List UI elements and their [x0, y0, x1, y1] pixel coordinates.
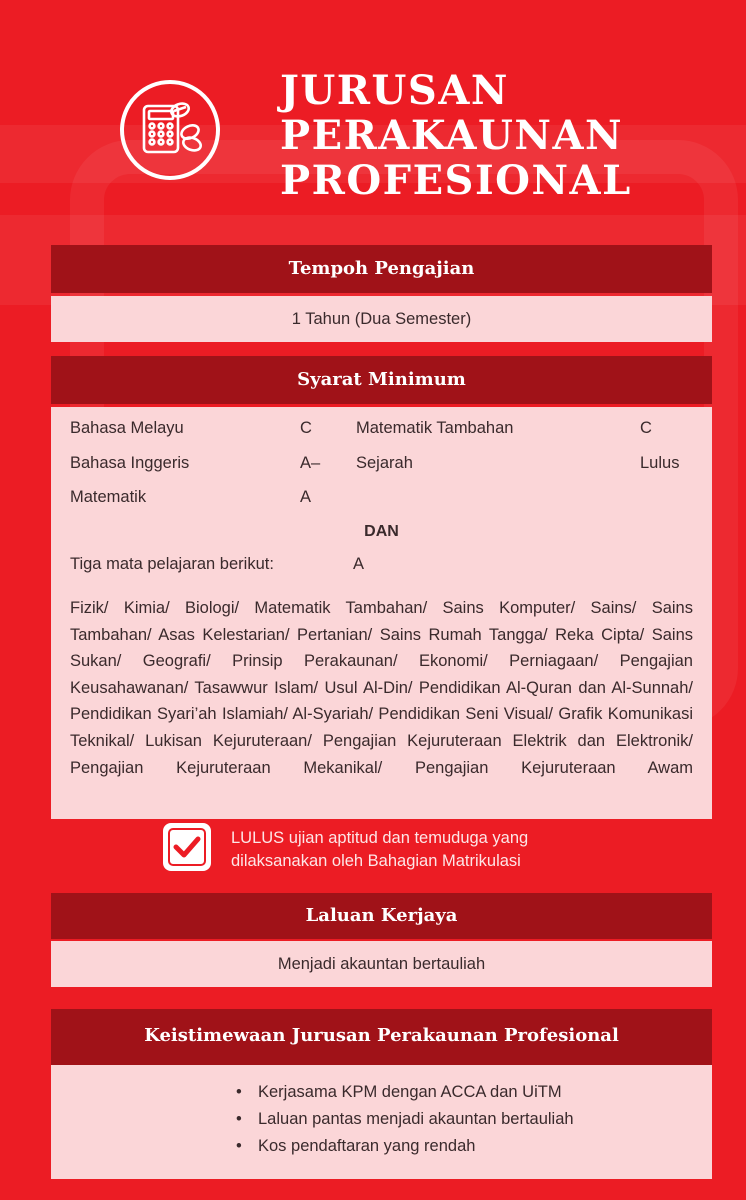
list-item: • Kerjasama KPM dengan ACCA dan UiTM: [236, 1079, 712, 1106]
and-label: DAN: [364, 523, 399, 540]
section-heading: Keistimewaan Jurusan Perakaunan Profesional: [51, 1009, 712, 1065]
subject-name: Matematik: [70, 488, 147, 506]
section-heading: Laluan Kerjaya: [51, 893, 712, 939]
subject-grade: C: [300, 419, 312, 437]
title-line: JURUSAN: [280, 67, 509, 114]
subject-grade: Lulus: [640, 454, 680, 472]
three-subjects-row: [51, 555, 712, 589]
page-header: [120, 68, 680, 208]
section-heading: Syarat Minimum: [51, 356, 712, 404]
benefits-panel: [51, 1065, 712, 1179]
list-item: • Kos pendaftaran yang rendah: [236, 1133, 712, 1160]
section-heading: Tempoh Pengajian: [51, 245, 712, 293]
career-path: Menjadi akauntan bertauliah: [51, 941, 712, 987]
subject-name: Bahasa Inggeris: [70, 454, 190, 472]
requirements-content: [51, 407, 712, 793]
section-keistimewaan: [51, 1009, 712, 1179]
subject-grade: C: [640, 419, 652, 437]
checkbox-checked-icon: [165, 825, 209, 869]
elective-subjects-list: Fizik/ Kimia/ Biologi/ Matematik Tambahan/ Sains Komputer/ Sains/ Sains Tambahan/ Asas Kelestarian/ Pertanian/ Sains Rumah Tangga/ Reka Cipta/ Sains Sukan/ Geografi/ Prinsip Perakaunan/ Ekonomi/ Perniagaan/ Pengajian Keusahawanan/ Tasawwur Islam/ Usul Al-Din/ Pendidikan Al-Quran dan Al-Sunnah/ Pendidikan Syari’ah Islamiah/ Al-Syariah/ Pendidikan Seni Visual/ Grafik Komunikasi Teknikal/ Lukisan Kejuruteraan/ Pengajian Kejuruteraan Elektrik dan Elektronik/ Pengajian Kejuruteraan Mekanikal/ Pengajian Kejuruteraan Awam: [70, 599, 693, 777]
title-line: PROFESIONAL: [280, 157, 632, 204]
calculator-coins-icon: [120, 80, 220, 180]
section-tempoh-pengajian: [51, 245, 712, 342]
section-laluan-kerjaya: [51, 893, 712, 987]
study-duration: 1 Tahun (Dua Semester): [51, 296, 712, 342]
title-line: PERAKAUNAN: [280, 112, 624, 159]
subject-grade: A: [300, 488, 312, 506]
note-text: [231, 827, 528, 873]
three-subjects-label: Tiga mata pelajaran berikut:: [70, 555, 274, 573]
subject-name: Bahasa Melayu: [70, 419, 184, 437]
note-line: LULUS ujian aptitud dan temuduga yang: [231, 829, 529, 847]
benefits-list: [51, 1065, 712, 1180]
list-item: • Laluan pantas menjadi akauntan bertauliah: [236, 1106, 712, 1133]
page-title: [280, 68, 632, 203]
note-line: dilaksanakan oleh Bahagian Matrikulasi: [231, 852, 521, 870]
three-subjects-grade: A: [353, 555, 365, 573]
subject-name: Matematik Tambahan: [356, 419, 514, 437]
subject-name: Sejarah: [356, 454, 413, 472]
subject-grade: A–: [300, 454, 321, 472]
